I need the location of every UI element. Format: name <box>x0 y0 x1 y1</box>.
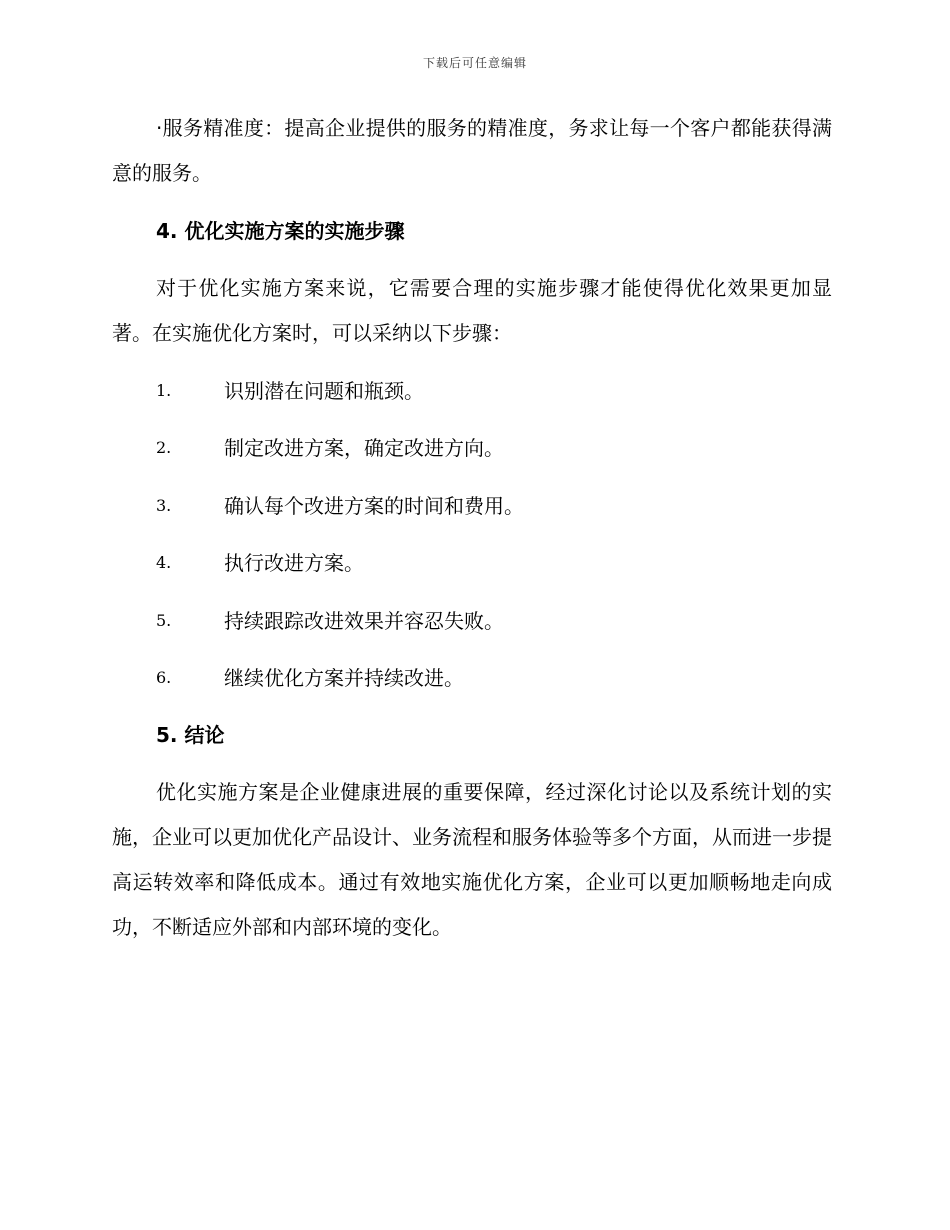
conclusion-paragraph-block <box>112 770 832 950</box>
list-item <box>156 606 832 663</box>
conclusion-paragraph: 优化实施方案是企业健康进展的重要保障，经过深化讨论以及系统计划的实施，企业可以更加优化产品设计、业务流程和服务体验等多个方面，从而进一步提高运转效率和降低成本。通过有效地实施优化方案，企业可以更加顺畅地走向成功，不断适应外部和内部环境的变化。 <box>112 780 832 939</box>
step-number: 1. <box>156 381 172 400</box>
step-number: 3. <box>156 495 172 515</box>
page-header: 下载后可任意编辑 <box>422 56 527 70</box>
bullet-paragraph: ·服务精准度：提高企业提供的服务的精准度，务求让每一个客户都能获得满意的服务。 <box>112 116 832 185</box>
bullet-paragraph-block <box>112 106 832 196</box>
step-text: 执行改进方案。 <box>224 551 364 576</box>
list-item <box>156 663 832 720</box>
step-text: 继续优化方案并持续改进。 <box>224 665 464 690</box>
section-4-heading-block <box>112 216 832 246</box>
list-item <box>156 433 832 490</box>
step-text: 确认每个改进方案的时间和费用。 <box>224 493 524 518</box>
step-number: 5. <box>156 610 172 630</box>
section-5-heading: 5. 结论 <box>156 723 225 747</box>
step-text: 制定改进方案，确定改进方向。 <box>224 436 504 461</box>
intro-paragraph: 对于优化实施方案来说，它需要合理的实施步骤才能使得优化效果更加显著。在实施优化方案时，可以采纳以下步骤： <box>112 276 832 345</box>
step-number: 6. <box>156 667 172 687</box>
section-5-heading-block <box>112 720 832 750</box>
intro-paragraph-block <box>112 266 832 356</box>
list-item <box>156 548 832 605</box>
step-text: 持续跟踪改进效果并容忍失败。 <box>224 608 504 633</box>
step-text: 识别潜在问题和瓶颈。 <box>224 379 424 403</box>
list-item <box>156 491 832 548</box>
step-number: 2. <box>156 438 172 458</box>
list-item <box>156 376 832 433</box>
section-4-heading: 4. 优化实施方案的实施步骤 <box>156 219 405 243</box>
step-number: 4. <box>156 553 172 573</box>
steps-list <box>156 376 832 720</box>
